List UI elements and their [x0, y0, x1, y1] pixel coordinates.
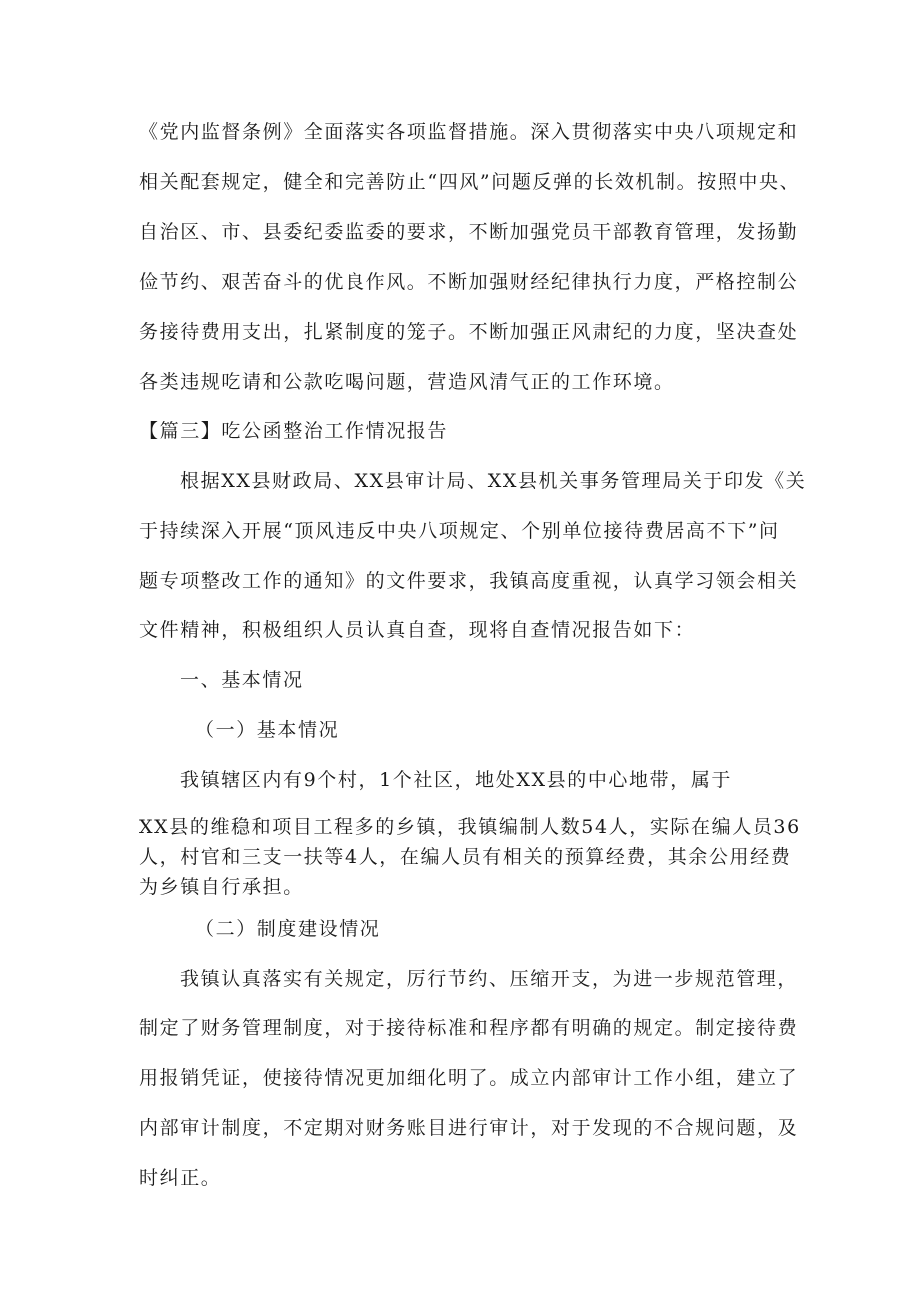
- text-line: 于持续深入开展“顶风违反中央八项规定、个别单位接待费居高不下”问: [139, 520, 780, 542]
- text-line: 人，村官和三支一扶等4人，在编人员有相关的预算经费，其余公用经费: [139, 846, 792, 868]
- text-line: 俭节约、艰苦奋斗的优良作风。不断加强财经纪律执行力度，严格控制公: [139, 271, 799, 293]
- text-line: 文件精神，积极组织人员认真自查，现将自查情况报告如下：: [139, 619, 696, 641]
- text-line: 务接待费用支出，扎紧制度的笼子。不断加强正风肃纪的力度，坚决查处: [139, 321, 799, 343]
- text-line: 相关配套规定，健全和完善防止“四风”问题反弹的长效机制。按照中央、: [139, 171, 801, 193]
- text-line: 各类违规吃请和公款吃喝问题，营造风清气正的工作环境。: [139, 371, 675, 393]
- text-line: 《党内监督条例》全面落实各项监督措施。深入贯彻落实中央八项规定和: [139, 121, 799, 143]
- text-line: 用报销凭证，使接待情况更加细化明了。成立内部审计工作小组，建立了: [139, 1067, 799, 1089]
- section-title: 【篇三】吃公函整治工作情况报告: [139, 420, 449, 442]
- subheading-system-building: （二）制度建设情况: [195, 918, 381, 940]
- text-line: 为乡镇自行承担。: [139, 876, 304, 898]
- heading-basic-situation: 一、基本情况: [180, 669, 304, 691]
- text-line: 我镇辖区内有9个村，1个社区，地处XX县的中心地带，属于: [180, 769, 733, 791]
- text-line: 我镇认真落实有关规定，厉行节约、压缩开支，为进一步规范管理，: [180, 968, 799, 990]
- text-line: 制定了财务管理制度，对于接待标准和程序都有明确的规定。制定接待费: [139, 1017, 799, 1039]
- text-line: 内部审计制度，不定期对财务账目进行审计，对于发现的不合规问题，及: [139, 1117, 799, 1139]
- text-line: 时纠正。: [139, 1167, 222, 1189]
- text-line: XX县的维稳和项目工程多的乡镇，我镇编制人数54人，实际在编人员36: [139, 816, 801, 838]
- text-line: 自治区、市、县委纪委监委的要求，不断加强党员干部教育管理，发扬勤: [139, 221, 799, 243]
- text-line: 根据XX县财政局、XX县审计局、XX县机关事务管理局关于印发《关: [180, 470, 807, 492]
- subheading-basic-situation: （一）基本情况: [195, 719, 340, 741]
- text-line: 题专项整改工作的通知》的文件要求，我镇高度重视，认真学习领会相关: [139, 570, 799, 592]
